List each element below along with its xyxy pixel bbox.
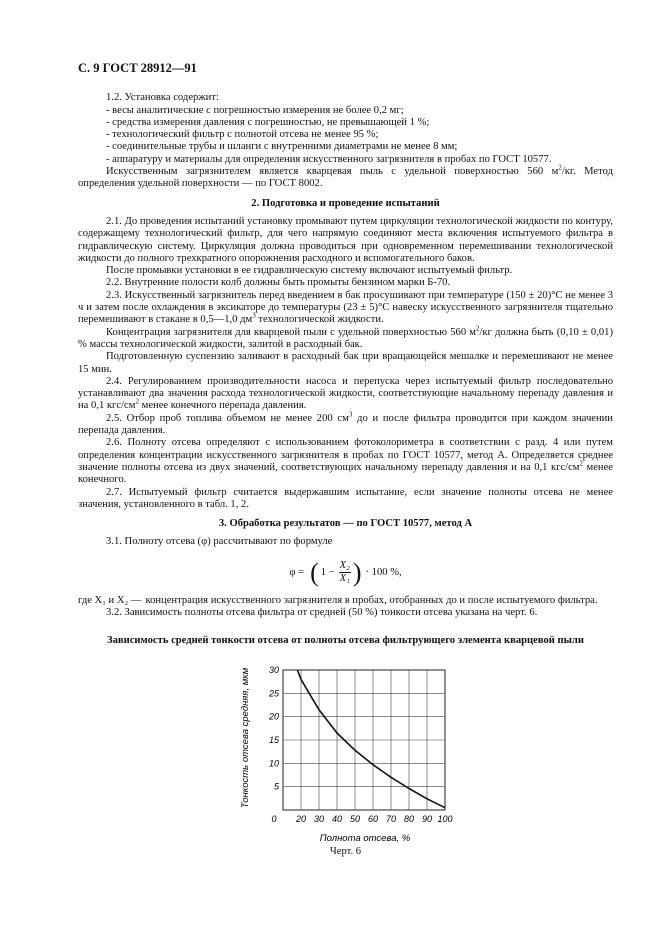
paragraph-2-1b: После промывки установки в ее гидравлическую систему включают испытуемый фильтр. (106, 265, 513, 277)
x-tick-label: 70 (385, 813, 397, 824)
list-item: - средства измерения давления с погрешностью, не превышающей 1 %; (106, 116, 430, 128)
x-tick-label: 100 (437, 813, 453, 824)
formula-legend-label: где X₁ и X₂ — (78, 594, 142, 606)
list-item: - аппаратуру и материалы для определения искусственного загрязнителя в пробах по ГОСТ 10577. (106, 153, 552, 165)
formula-tail: · 100 %, (365, 566, 402, 578)
x-tick-label: 40 (331, 813, 343, 824)
chart-svg (78, 656, 613, 846)
formula-fraction (339, 560, 351, 585)
chart-y-label: Тонкость отсева средняя, мкм (240, 667, 251, 808)
section-2-title: 2. Подготовка и проведение испытаний (251, 197, 440, 209)
formula-legend (78, 595, 613, 607)
formula-denominator: X₁ (339, 573, 350, 585)
document-page (78, 62, 613, 858)
x-tick-label: 0 (271, 813, 277, 824)
paragraph-2-1: 2.1. До проведения испытаний установку промывают путем циркуляции технологической жидкости по контуру, содержащему технологический фильтр, для чего напрямую соединяют места включения испытуемого фильтра в гидравлическую систему. Циркуляция должна проводиться при одновременном перемешивании технологической жидкости до полного трехкратного опорожнения расходного и вспомогательного баков. (78, 215, 613, 264)
paragraph-3-1: 3.1. Полноту отсева (φ) рассчитывают по формуле (106, 536, 333, 548)
formula-paren-left: ( (310, 557, 319, 587)
formula-one-minus: 1 − (320, 566, 335, 578)
chart (78, 656, 613, 846)
paragraph-2-3d: Подготовленную суспензию заливают в расходный бак при вращающейся мешалке и перемешивают не менее 15 мин. (78, 351, 613, 375)
paragraph-2-7: 2.7. Испытуемый фильтр считается выдержавшим испытание, если значение полноты отсева не менее значения, установленного в табл. 1, 2. (78, 486, 613, 510)
x-tick-label: 20 (295, 813, 307, 824)
y-tick-label: 10 (268, 757, 279, 768)
x-tick-label: 90 (421, 813, 433, 824)
paragraph-2-5: 2.5. Отбор проб топлива объемом не менее 200 $см^3$ до и после фильтра проводится при каждом значении перепада давления. (78, 410, 613, 437)
paragraph-1-2: 1.2. Установка содержит: (106, 92, 219, 104)
formula-numerator: X₂ (339, 560, 350, 572)
formula-paren-right: ) (352, 557, 362, 587)
chart-caption: Черт. 6 (329, 845, 362, 857)
x-tick-label: 30 (313, 813, 325, 824)
y-tick-label: 15 (268, 734, 279, 745)
paragraph-2-3c: Концентрация загрязнителя для кварцевой пыли с удельной поверхностью 560 $м^2/кг$ должна быть (0,10 ± 0,01) % массы технологической жидкости, залитой в расходный бак. (78, 324, 613, 350)
paragraph-2-4: 2.4. Регулированием производительности насоса и перепуска через испытуемый фильтр последовательно устанавливают два значения расхода технологической жидкости, соответствующие начальному перепаду давления и на 0,1 кгс/$см^2$ менее конечного перепада давления. (78, 375, 613, 412)
y-tick-label: 30 (268, 664, 279, 675)
list-item: - весы аналитические с погрешностью измерения не более 0,2 мг; (106, 104, 404, 116)
chart-x-label: Полнота отсева, % (319, 832, 411, 844)
formula (78, 553, 613, 593)
page-header: С. 9 ГОСТ 28912—91 (78, 61, 197, 75)
y-tick-label: 20 (268, 711, 279, 722)
formula-legend-text: концентрация искусственного загрязнителя в пробах, отобранных до и после испытуемого фильтра. (145, 594, 598, 606)
section-3-title: 3. Обработка результатов — по ГОСТ 10577, метод А (218, 518, 473, 530)
x-tick-label: 80 (403, 813, 415, 824)
paragraph-contaminant: Искусственным загрязнителем является кварцевая пыль с удельной поверхностью 560 $м^2/кг$. Метод определения удельной поверхности — по ГОСТ 8002. (78, 163, 614, 190)
x-tick-label: 50 (349, 813, 361, 824)
paragraph-2-3: 2.3. Искусственный загрязнитель перед введением в бак просушивают при температуре (150 ± 20)°С не менее 3 ч и затем после охлаждения в эксикаторе до температуры (23 ± 5)°С навеску искусственного загрязнителя тщательно перемешивают в стакане в 0,5—1,0 $дм^3$ технологической жидкости. (78, 289, 613, 326)
paragraph-2-2: 2.2. Внутренние полости колб должны быть промыты бензином марки Б-70. (106, 277, 451, 289)
list-item: - соединительные трубы и шланги с внутренними диаметрами не менее 8 мм; (106, 141, 458, 153)
y-tick-label: 25 (268, 687, 279, 698)
chart-title: Зависимость средней тонкости отсева от полноты отсева фильтрующего элемента кварцевой пыли (107, 635, 584, 647)
equipment-list (78, 105, 613, 166)
y-tick-label: 5 (273, 781, 279, 792)
list-item: - технологический фильтр с полнотой отсева не менее 95 %; (106, 129, 379, 141)
formula-phi: φ = (289, 566, 305, 578)
paragraph-3-2: 3.2. Зависимость полноты отсева фильтра от средней (50 %) тонкости отсева указана на черт. 6. (106, 606, 538, 618)
series-line (297, 670, 445, 808)
paragraph-2-6: 2.6. Полноту отсева определяют с использованием фотоколориметра в соответствии с разд. 4 или путем определения концентрации искусственного загрязнителя в пробах по ГОСТ 10577, метод А. Определяется среднее значение полноты отсева из двух значений, соответствующих начальному перепаду давления и на 0,1 кгс/$см^2$ менее конечного. (78, 437, 613, 486)
x-tick-label: 60 (367, 813, 379, 824)
